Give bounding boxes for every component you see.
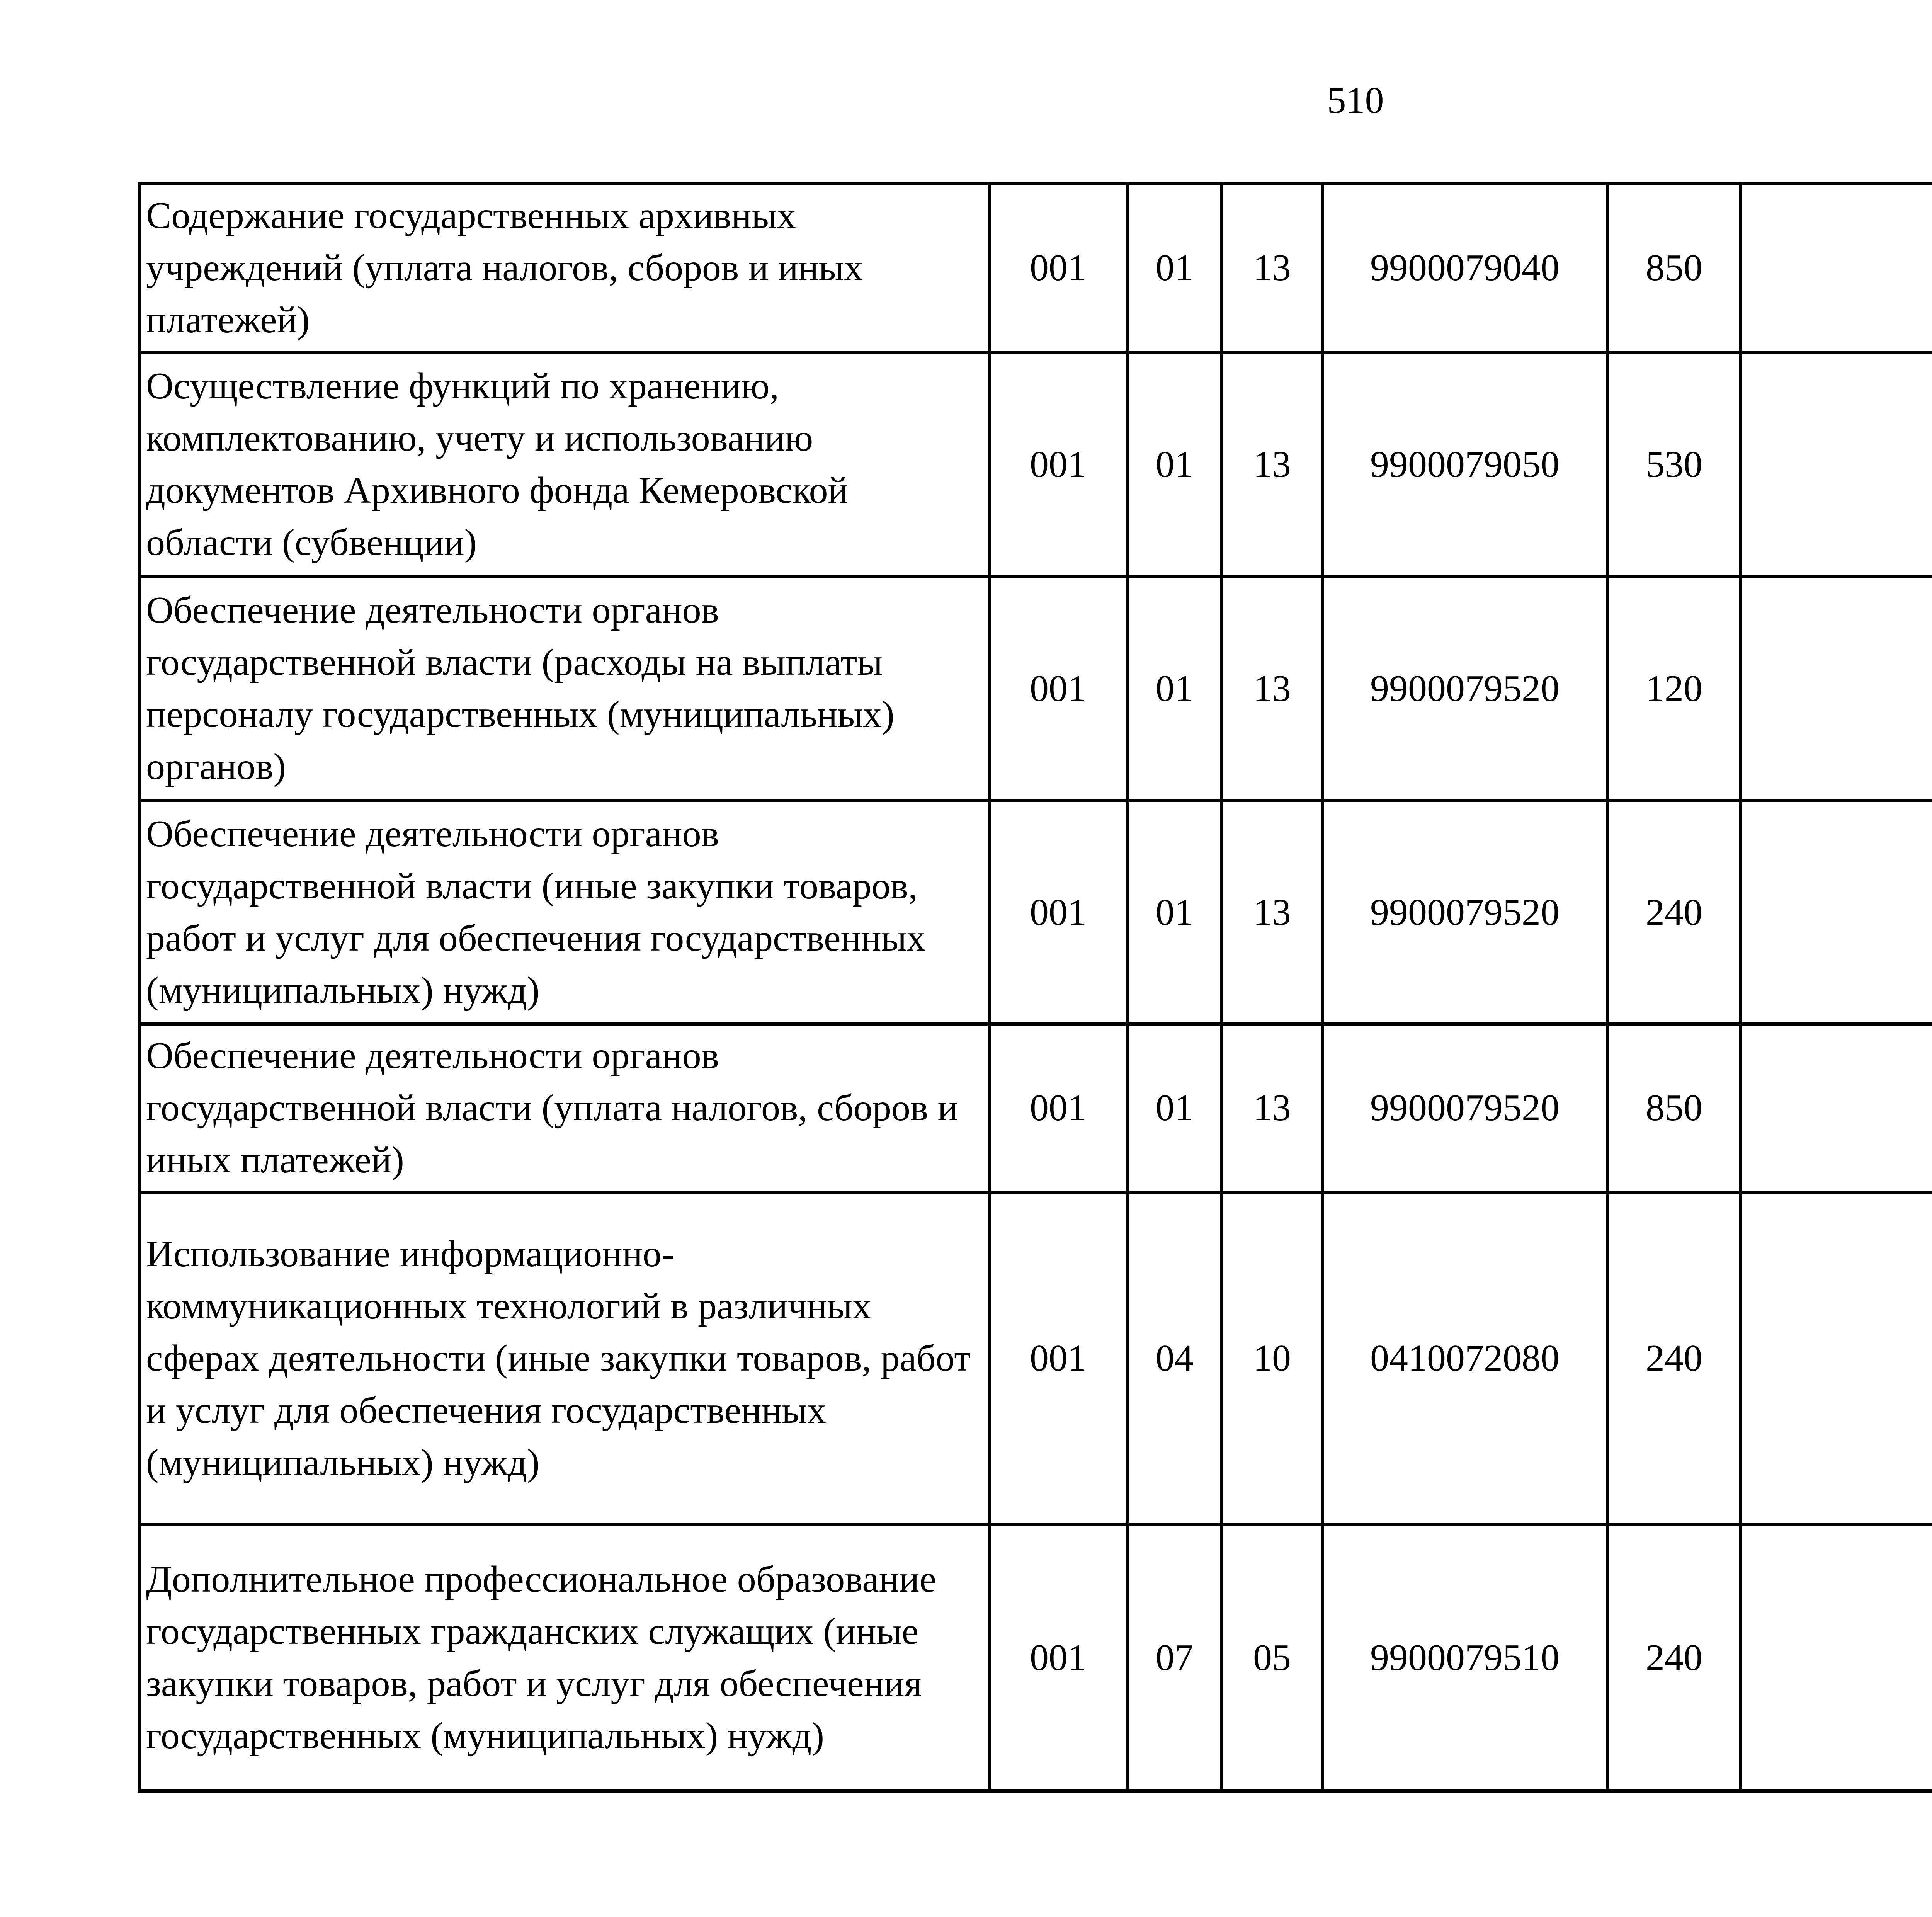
ministry-code: 001 bbox=[989, 183, 1127, 352]
table-row bbox=[139, 1192, 1932, 1524]
amount-year-1 bbox=[1741, 577, 1932, 801]
amount-year-1 bbox=[1741, 801, 1932, 1024]
subsection-code: 13 bbox=[1222, 801, 1322, 1024]
table-row bbox=[139, 183, 1932, 352]
section-code: 07 bbox=[1127, 1524, 1222, 1791]
section-code: 01 bbox=[1127, 183, 1222, 352]
target-article-code: 9900079520 bbox=[1322, 801, 1607, 1024]
ministry-code: 001 bbox=[989, 1524, 1127, 1791]
amount-year-1 bbox=[1741, 1524, 1932, 1791]
target-article-code: 9900079520 bbox=[1322, 1024, 1607, 1192]
row-description: Обеспечение деятельности органов государственной власти (расходы на выплаты персоналу государственных (муниципальных) органов) bbox=[139, 577, 989, 801]
amount-year-1 bbox=[1741, 1192, 1932, 1524]
subsection-code: 10 bbox=[1222, 1192, 1322, 1524]
table-row bbox=[139, 352, 1932, 577]
ministry-code: 001 bbox=[989, 1192, 1127, 1524]
expense-type-code: 240 bbox=[1607, 801, 1741, 1024]
ministry-code: 001 bbox=[989, 1024, 1127, 1192]
amount-year-1 bbox=[1741, 352, 1932, 577]
expense-type-code: 850 bbox=[1607, 1024, 1741, 1192]
target-article-code: 9900079040 bbox=[1322, 183, 1607, 352]
table-row bbox=[139, 577, 1932, 801]
budget-table bbox=[138, 182, 1932, 1793]
target-article-code: 0410072080 bbox=[1322, 1192, 1607, 1524]
subsection-code: 13 bbox=[1222, 577, 1322, 801]
table-row bbox=[139, 1024, 1932, 1192]
ministry-code: 001 bbox=[989, 577, 1127, 801]
expense-type-code: 850 bbox=[1607, 183, 1741, 352]
section-code: 01 bbox=[1127, 1024, 1222, 1192]
row-description: Осуществление функций по хранению, комплектованию, учету и использованию документов Архивного фонда Кемеровской области (субвенции) bbox=[139, 352, 989, 577]
subsection-code: 13 bbox=[1222, 352, 1322, 577]
subsection-code: 13 bbox=[1222, 1024, 1322, 1192]
row-description: Обеспечение деятельности органов государственной власти (иные закупки товаров, работ и услуг для обеспечения государственных (муниципальных) нужд) bbox=[139, 801, 989, 1024]
table-row bbox=[139, 1524, 1932, 1791]
subsection-code: 13 bbox=[1222, 183, 1322, 352]
row-description: Дополнительное профессиональное образование государственных гражданских служащих (иные закупки товаров, работ и услуг для обеспечения государственных (муниципальных) нужд) bbox=[139, 1524, 989, 1791]
expense-type-code: 120 bbox=[1607, 577, 1741, 801]
section-code: 01 bbox=[1127, 352, 1222, 577]
expense-type-code: 530 bbox=[1607, 352, 1741, 577]
ministry-code: 001 bbox=[989, 801, 1127, 1024]
section-code: 01 bbox=[1127, 577, 1222, 801]
expense-type-code: 240 bbox=[1607, 1524, 1741, 1791]
expense-type-code: 240 bbox=[1607, 1192, 1741, 1524]
table-row bbox=[139, 801, 1932, 1024]
target-article-code: 9900079050 bbox=[1322, 352, 1607, 577]
budget-table-body bbox=[139, 183, 1932, 1791]
target-article-code: 9900079520 bbox=[1322, 577, 1607, 801]
section-code: 01 bbox=[1127, 801, 1222, 1024]
row-description: Обеспечение деятельности органов государственной власти (уплата налогов, сборов и иных платежей) bbox=[139, 1024, 989, 1192]
amount-year-1 bbox=[1741, 183, 1932, 352]
section-code: 04 bbox=[1127, 1192, 1222, 1524]
target-article-code: 9900079510 bbox=[1322, 1524, 1607, 1791]
ministry-code: 001 bbox=[989, 352, 1127, 577]
subsection-code: 05 bbox=[1222, 1524, 1322, 1791]
amount-year-1 bbox=[1741, 1024, 1932, 1192]
row-description: Содержание государственных архивных учреждений (уплата налогов, сборов и иных платежей) bbox=[139, 183, 989, 352]
page-number: 510 bbox=[1327, 80, 1384, 121]
row-description: Использование информационно-коммуникационных технологий в различных сферах деятельности (иные закупки товаров, работ и услуг для обеспечения государственных (муниципальных) нужд) bbox=[139, 1192, 989, 1524]
